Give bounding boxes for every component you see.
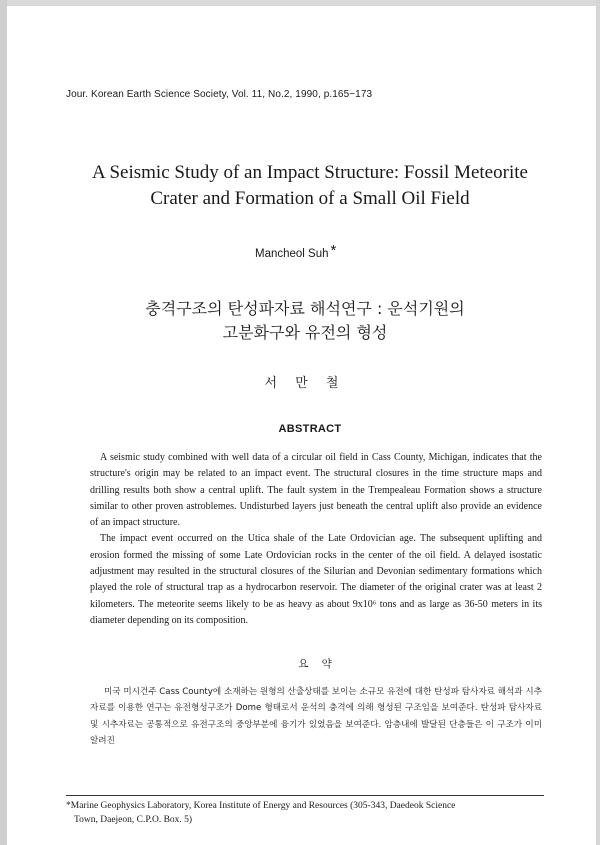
scan-border-top — [0, 0, 600, 6]
abstract-paragraph-2: The impact event occurred on the Utica shale of the Late Ordovician age. The subsequent uplifting and erosion formed the missing of some Late Ordovician rocks in the center of the oil field. A delayed isostatic adjustment may resulted in the structural closures of the Silurian and Devonian sedimentary formations which played the role of structural trap as a hydrocarbon reservoir. The diameter of the original crater was at least 2 kilometers. The meteorite seems likely to be as heavy as about 9x10⁶ tons and as large as 36-50 meters in its diameter depending on its composition. — [90, 533, 542, 626]
korean-title-line-2: 고분화구와 유전의 형성 — [222, 323, 388, 342]
korean-title — [90, 297, 520, 345]
korean-summary-body — [90, 684, 542, 749]
abstract-body — [90, 450, 542, 629]
paper-title — [60, 160, 560, 212]
author-footnote-mark: * — [330, 242, 337, 259]
author-name: Mancheol Suh — [255, 248, 329, 260]
scan-border-left — [0, 0, 7, 845]
footnote-line-1: *Marine Geophysics Laboratory, Korea Institute of Energy and Resources (305-343, Daedeok Science — [66, 801, 456, 811]
affiliation-footnote — [66, 799, 544, 827]
scan-border-right — [596, 0, 600, 845]
paper-title-line-2: Crater and Formation of a Small Oil Field — [150, 188, 470, 209]
author-line — [255, 242, 336, 260]
abstract-heading: ABSTRACT — [278, 423, 342, 435]
abstract-paragraph-1: A seismic study combined with well data of a circular oil field in Cass County, Michigan, indicates that the structure's origin may be related to an impact event. The structural closures in the time structure maps and drilling results both show a central uplift. The fault system in the Trempealeau Formation shows a structure similar to other proven astroblemes. Undisturbed layers just beneath the central uplift also provide an evidence of an impact structure. — [90, 452, 542, 529]
journal-citation: Jour. Korean Earth Science Society, Vol. 11, No.2, 1990, p.165~173 — [66, 89, 373, 100]
korean-summary-heading: 요 약 — [298, 658, 337, 670]
paper-title-line-1: A Seismic Study of an Impact Structure: Fossil Meteorite — [92, 162, 528, 183]
footnote-line-2: Town, Daejeon, C.P.O. Box. 5) — [74, 815, 193, 825]
korean-author-name: 서 만 철 — [264, 376, 346, 391]
korean-title-line-1: 충격구조의 탄성파자료 해석연구 : 운석기원의 — [145, 299, 465, 318]
korean-summary-paragraph: 미국 미시건주 Cass County에 소재하는 원형의 산출상태를 보이는 소규모 유전에 대한 탄성파 탐사자료 해석과 시추자료를 이용한 연구는 유전형성구조가 Dome 형태로서 운석의 충격에 의해 형성된 구조임을 보여준다. 탄성파 탐사자료 및 시추자료는 공통적으로 유전구조의 중앙부분에 융기가 있었음을 보여준다. 암층내에 발달된 단층들은 이 구조가 이미 알려진 — [90, 687, 542, 746]
footnote-divider — [66, 795, 544, 796]
